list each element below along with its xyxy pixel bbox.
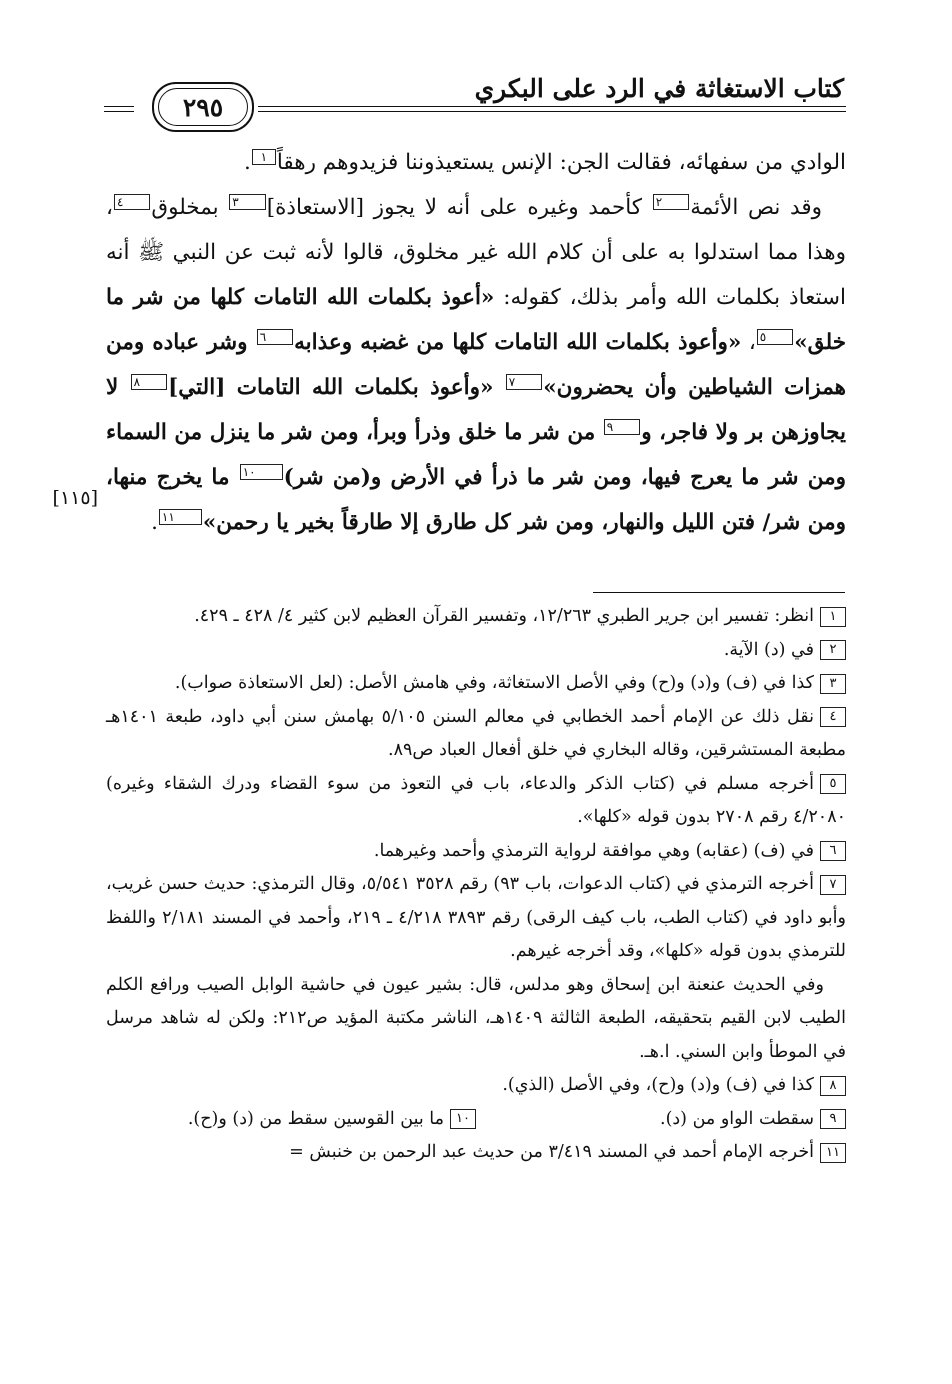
text-segment: بمخلوق	[151, 195, 229, 220]
header-rule-right	[258, 106, 846, 107]
footnote-ref[interactable]: ٥	[757, 329, 793, 345]
footnote-text: كذا في (ف) و(د) و(ح)، وفي الأصل (الذي).	[502, 1075, 814, 1095]
footnote-4	[106, 701, 846, 768]
hadith-quote: ما يخرج منها، ومن شر/ فتن الليل والنهار، ومن شر كل طارق إلا طارقاً بخير يا رحمن»	[106, 465, 846, 535]
footnote-text: كذا في (ف) و(د) و(ح) وفي الأصل الاستغاثة، وفي هامش الأصل: (لعل الاستعاذة صواب).	[174, 673, 814, 693]
footnote-ref[interactable]: ١١	[159, 509, 202, 525]
text-segment: ، وهذا مما استدلوا به على أن كلام الله غير مخلوق، قالوا لأنه ثبت عن النبي ﷺ أنه استعاذ بكلمات الله وأمر بذلك، كقوله:	[106, 195, 846, 310]
footnote-3	[106, 667, 846, 701]
footnote-text: نقل ذلك عن الإمام أحمد الخطابي في معالم السنن ٥/١٠٥ بهامش سنن أبي داود، طبعة ١٤٠١هـ مطبعة المستشرقين، وقاله البخاري في خلق أفعال العباد ص٨٩.	[106, 706, 846, 760]
footnote-11	[106, 1136, 846, 1170]
footnote-text: أخرجه الإمام أحمد في المسند ٣/٤١٩ من حديث عبد الرحمن بن خنبش =	[289, 1142, 814, 1162]
footnote-text: انظر: تفسير ابن جرير الطبري ١٢/٢٦٣، وتفسير القرآن العظيم لابن كثير ٤/ ٤٢٨ ـ ٤٢٩.	[194, 606, 814, 626]
hadith-quote: من شر ما خلق وذرأ وبرأ، ومن شر ما ينزل من السماء ومن شر ما يعرج فيها، ومن شر ما ذرأ في الأرض و(من شر)	[106, 420, 846, 490]
footnote-continuation: وفي الحديث عنعنة ابن إسحاق وهو مدلس، قال: بشير عيون في حاشية الوابل الصيب ورافع الكلم الطيب لابن القيم بتحقيقه، الطبعة الثالثة ١٤٠٩هـ، الناشر مكتبة المؤيد ص٢١٢: ولكن له شاهد مرسل في الموطأ وابن السني. ا.هـ.	[106, 974, 846, 1062]
text-segment: .	[243, 150, 251, 175]
footnote-separator	[593, 592, 845, 593]
footnote-ref[interactable]: ٢	[653, 194, 689, 210]
text-segment: ،	[741, 330, 756, 355]
page-number-text: ٢٩٥	[182, 92, 224, 122]
footnote-ref[interactable]: ٩	[604, 419, 640, 435]
footnote-2	[106, 634, 846, 668]
hadith-quote: «أعوذ بكلمات الله التامات كلها من شر ما خلق»	[106, 285, 847, 355]
footnote-number: ١٠	[450, 1109, 476, 1129]
hadith-quote: «وأعوذ بكلمات الله التامات [التي]	[168, 375, 505, 400]
footnote-ref[interactable]: ١	[252, 149, 276, 165]
footnote-text: في (د) الآية.	[723, 639, 814, 660]
footnote-number: ٨	[820, 1076, 846, 1096]
margin-folio-note: [١١٥]	[52, 487, 98, 509]
main-text	[106, 140, 846, 545]
hadith-quote: وشر عباده ومن همزات الشياطين وأن يحضرون»	[106, 330, 847, 400]
text-segment: كأحمد وغيره على أنه لا يجوز [الاستعاذة]	[266, 195, 652, 220]
footnote-ref[interactable]: ٣	[229, 194, 265, 210]
hadith-quote: لا يجاوزهن بر ولا فاجر، و	[106, 375, 846, 445]
footnote-number: ١١	[820, 1143, 846, 1163]
footnote-number: ٧	[820, 875, 846, 895]
header-rule-left	[104, 106, 134, 107]
footnote-text: أخرجه الترمذي في (كتاب الدعوات، باب ٩٣) رقم ٣٥٢٨ ٥/٥٤١، وقال الترمذي: حديث حسن غريب، وأبو داود في (كتاب الطب، باب كيف الرقى) رقم ٣٨٩٣ ٤/٢١٨ ـ ٢١٩، وأحمد في المسند ٢/١٨١ واللفظ للترمذي بدون قوله «كلها»، وقد أخرجه غيرهم.	[106, 874, 846, 961]
footnote-text: في (ف) (عقابه) وهي موافقة لرواية الترمذي وأحمد وغيرهما.	[373, 840, 814, 861]
footnote-ref[interactable]: ٤	[114, 194, 150, 210]
footnote-8	[106, 1069, 846, 1103]
footnotes	[106, 600, 846, 1170]
paragraph-2	[106, 185, 846, 545]
footnote-ref[interactable]: ١٠	[240, 464, 283, 480]
footnote-10	[106, 1103, 476, 1137]
footnote-text: ما بين القوسين سقط من (د) و(ح).	[187, 1108, 444, 1129]
footnote-number: ٣	[820, 674, 846, 694]
footnote-7	[106, 868, 846, 969]
footnote-ref[interactable]: ٧	[506, 374, 542, 390]
running-title: كتاب الاستغاثة في الرد على البكري	[474, 74, 844, 103]
hadith-quote: «وأعوذ بكلمات الله التامات كلها من غضبه وعذابه	[294, 330, 742, 355]
text-segment: .	[151, 510, 158, 535]
footnote-number: ٩	[820, 1109, 846, 1129]
footnote-text: أخرجه مسلم في (كتاب الذكر والدعاء، باب في التعوذ من سوء القضاء ودرك الشقاء وغيره) ٤/٢٠٨٠ رقم ٢٧٠٨ بدون قوله «كلها».	[106, 773, 846, 827]
footnote-number: ٤	[820, 707, 846, 727]
footnote-pair	[106, 1103, 846, 1137]
footnote-number: ٦	[820, 841, 846, 861]
footnote-ref[interactable]: ٦	[257, 329, 293, 345]
paragraph-1	[106, 140, 846, 185]
text-segment: الوادي من سفهائه، فقالت الجن: الإنس يستعيذوننا فزيدوهم رهقاً	[276, 150, 846, 175]
footnote-number: ٥	[820, 774, 846, 794]
footnote-text: سقطت الواو من (د).	[660, 1108, 814, 1129]
footnote-number: ٢	[820, 640, 846, 660]
text-segment: وقد نص الأئمة	[690, 195, 822, 220]
page-number	[152, 82, 254, 132]
footnote-6	[106, 835, 846, 869]
footnote-9	[476, 1103, 846, 1137]
footnote-5	[106, 768, 846, 835]
footnote-ref[interactable]: ٨	[131, 374, 167, 390]
footnote-1	[106, 600, 846, 634]
footnote-number: ١	[820, 607, 846, 627]
